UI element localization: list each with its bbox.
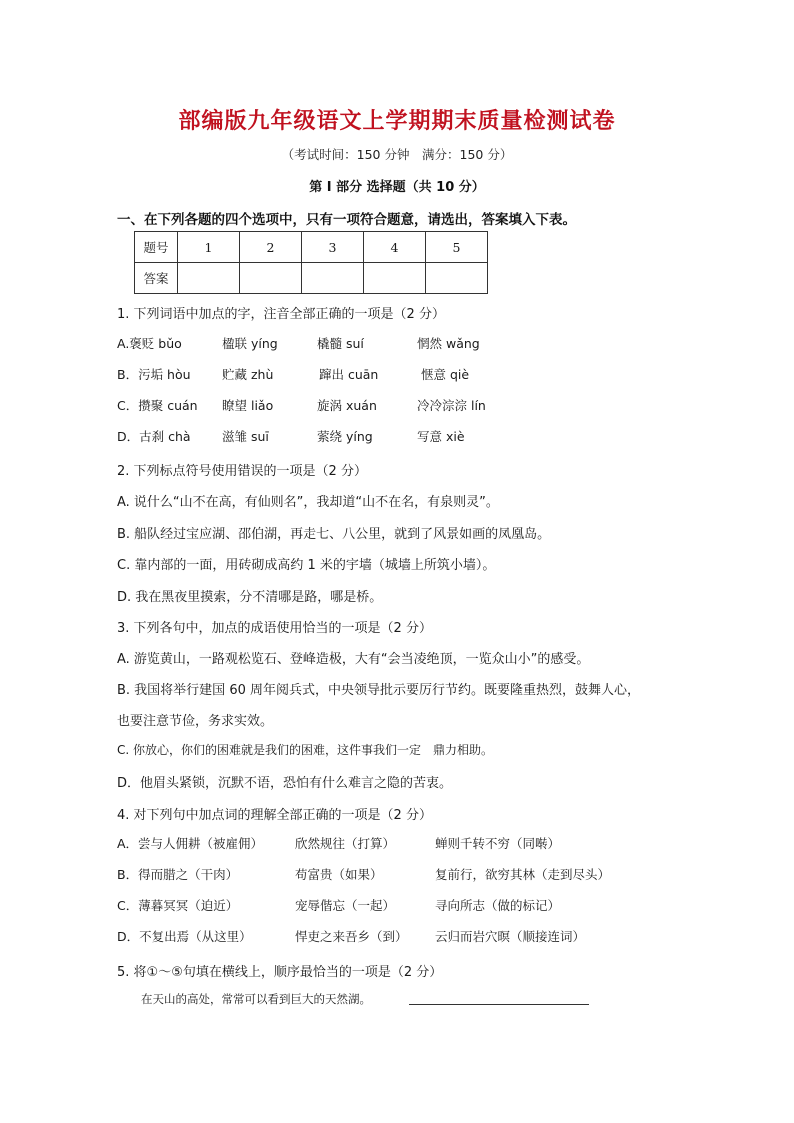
table-col-3: 3 [302,232,364,263]
section-heading: 一、在下列各题的四个选项中，只有一项符合题意，请选出，答案填入下表。 [117,212,576,228]
option-item: D．古刹 chà [117,429,191,444]
option-item: C．薄暮冥冥（迫近） [117,898,239,913]
question-2-option-c: C. 靠内部的一面，用砖砌成高约 1 米的宇墙（城墙上所筑小墙）。 [117,558,496,573]
question-3-option-b: B. 我国将举行建国 60 周年阅兵式，中央领导批示要厉行节约。既要隆重热烈，鼓舞人心， [117,683,640,698]
option-item: B．污垢 hòu [117,367,191,382]
option-item: 云归而岩穴暝（顺接连词） [435,929,586,944]
table-col-2: 2 [240,232,302,263]
answer-cell-4[interactable] [364,263,426,294]
question-4-stem: 4. 对下列句中加点词的理解全部正确的一项是（2 分） [117,808,432,823]
answer-table [134,231,488,294]
answer-cell-1[interactable] [178,263,240,294]
option-item: A．尝与人佣耕（被雇佣） [117,836,264,851]
option-item: 惬意 qiè [421,367,470,382]
answer-table-answer-row [135,263,488,294]
option-item: 冷冷淙淙 lín [417,398,486,413]
exam-subtitle: （考试时间：150 分钟 满分：150 分） [281,147,513,162]
option-item: 橇髓 suí [317,336,364,351]
question-3-option-a: A. 游览黄山，一路观松览石、登峰造极，大有“会当凌绝顶，一览众山小”的感受。 [117,652,590,667]
option-item: 楹联 yíng [222,336,278,351]
option-item: 蝉则千转不穷（同啭） [435,836,561,851]
option-item: 寻向所志（做的标记） [435,898,561,913]
option-item: 欣然规往（打算） [295,836,396,851]
question-3-option-c: C. 你放心，你们的困难就是我们的困难，这件事我们一定 鼎力相助。 [117,743,494,757]
table-col-4: 4 [364,232,426,263]
option-item: 宠辱偕忘（一起） [295,898,396,913]
option-item: 旋涡 xuán [317,398,377,413]
option-item: 滋雏 suī [222,429,269,444]
question-2-stem: 2. 下列标点符号使用错误的一项是（2 分） [117,464,367,479]
option-item: 瞭望 liǎo [222,398,274,413]
option-item: D．不复出焉（从这里） [117,929,252,944]
table-header-label: 题号 [135,232,178,263]
option-item: B．得而腊之（干肉） [117,867,239,882]
answer-cell-5[interactable] [426,263,488,294]
option-item: 惘然 wǎng [417,336,480,351]
answer-cell-3[interactable] [302,263,364,294]
question-5-blank-line[interactable] [409,1003,589,1005]
option-item: C．攒聚 cuán [117,398,198,413]
question-2-option-a: A. 说什么“山不在高，有仙则名”，我却道“山不在名，有泉则灵”。 [117,495,499,510]
option-item: 苟富贵（如果） [295,867,383,882]
option-item: A.褒贬 bǔo [117,336,182,351]
option-item: 萦绕 yíng [317,429,373,444]
option-item: 复前行，欲穷其林（走到尽头） [435,867,611,882]
question-2-option-d: D. 我在黑夜里摸索，分不清哪是路，哪是桥。 [117,590,383,605]
question-1-stem: 1. 下列词语中加点的字，注音全部正确的一项是（2 分） [117,307,445,322]
option-item: 悍吏之来吾乡（到） [295,929,408,944]
table-col-5: 5 [426,232,488,263]
question-2-option-b: B. 船队经过宝应湖、邵伯湖，再走七、八公里，就到了风景如画的凤凰岛。 [117,527,551,542]
question-3-option-d: D．他眉头紧锁，沉默不语，恐怕有什么难言之隐的苦衷。 [117,776,453,791]
part-title: 第 I 部分 选择题（共 10 分） [309,180,485,195]
option-item: 蹿出 cuān [319,367,379,382]
answer-cell-2[interactable] [240,263,302,294]
question-3-option-b-cont: 也要注意节俭，务求实效。 [117,714,274,729]
question-3-stem: 3. 下列各句中，加点的成语使用恰当的一项是（2 分） [117,621,432,636]
question-5-stem: 5. 将①～⑤句填在横线上，顺序最恰当的一项是（2 分） [117,965,443,980]
option-item: 贮藏 zhù [222,367,274,382]
answer-table-header-row [135,232,488,263]
question-5-passage: 在天山的高处，常常可以看到巨大的天然湖。 [141,992,371,1006]
exam-title: 部编版九年级语文上学期期末质量检测试卷 [178,109,616,134]
option-item: 写意 xiè [417,429,465,444]
table-col-1: 1 [178,232,240,263]
table-answer-label: 答案 [135,263,178,294]
